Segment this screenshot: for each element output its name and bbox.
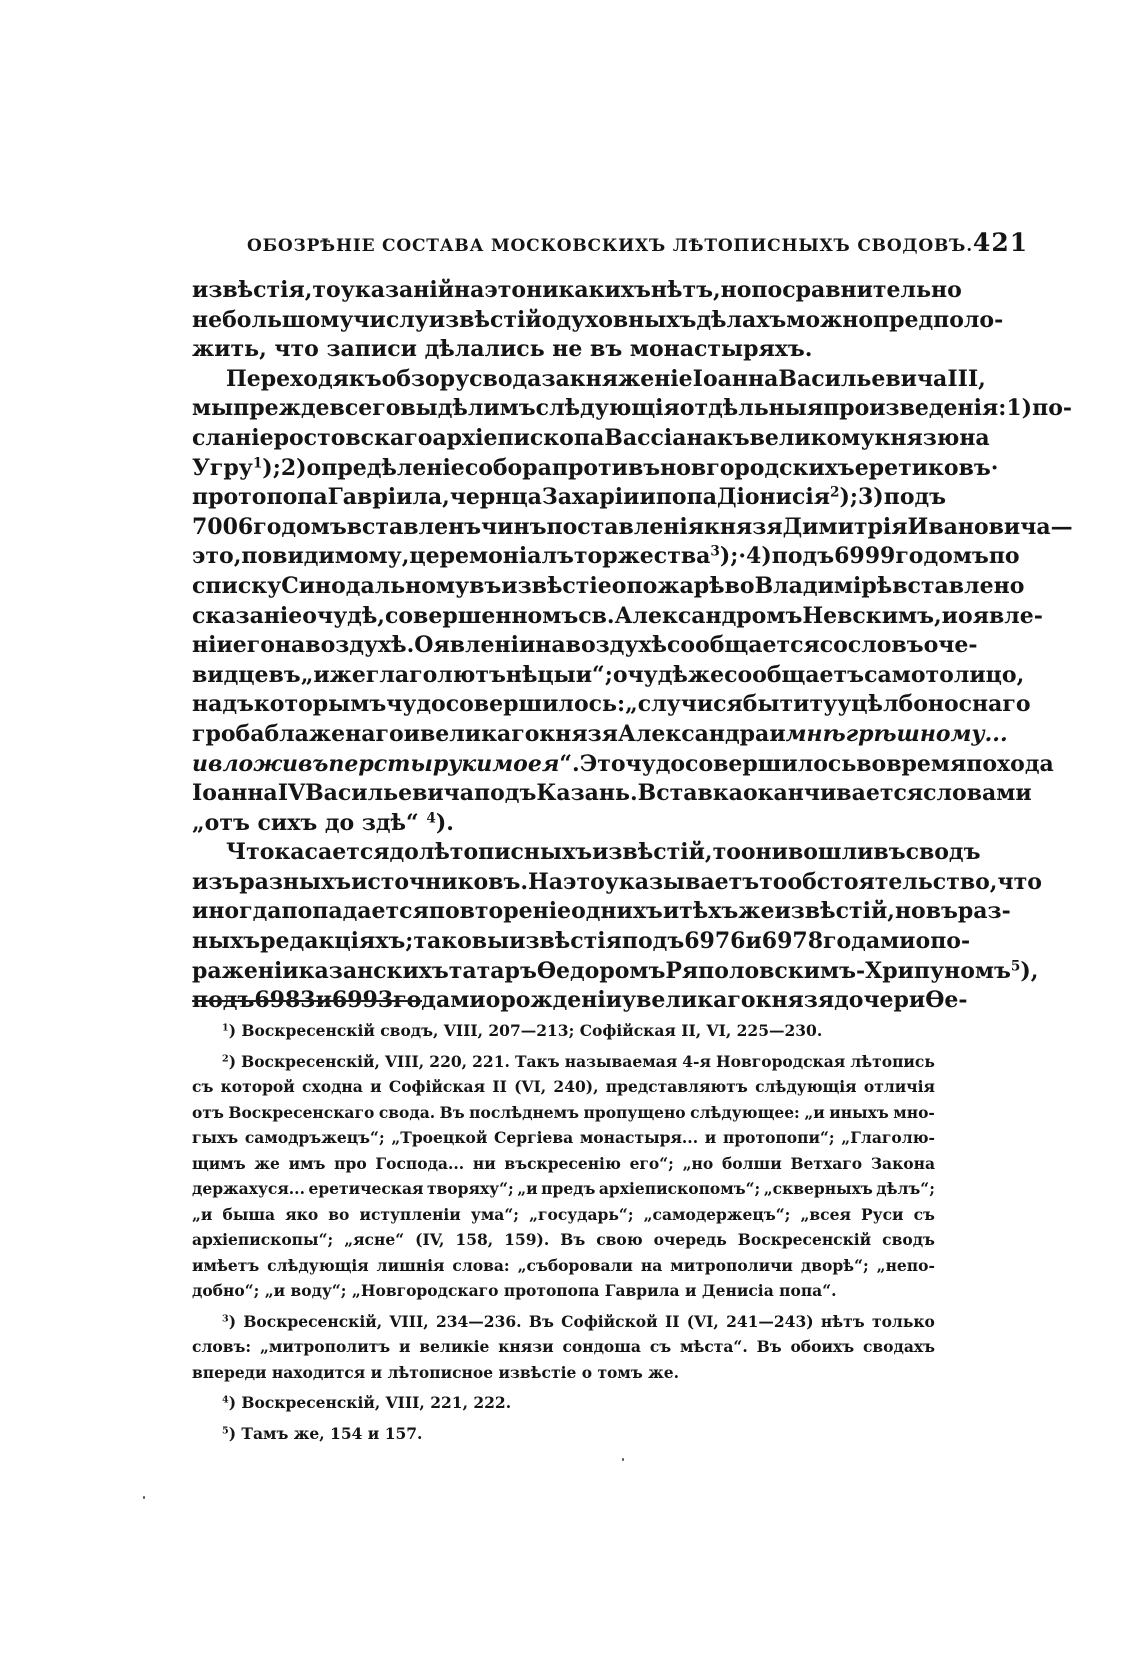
- text-line: 7006 годомъ вставленъ чинъ поставленія князя Димитрія Ивановича—: [192, 513, 1073, 540]
- footnotes: [192, 1018, 935, 1446]
- footnote-marker: 5: [222, 1425, 229, 1437]
- footnote-line: впереди находится и лѣтописное извѣстіе о томъ же.: [192, 1362, 680, 1382]
- scan-speck: [143, 1496, 145, 1499]
- text-line: жить, что записи дѣлались не въ монастыряхъ.: [192, 336, 813, 363]
- text-line: подъ 6983 и 6993 годами о рожденіи у великаго князя дочери Ѳе-: [192, 987, 968, 1014]
- text-line: извѣстія, то указаній на это никакихъ нѣтъ, но по сравнительно: [192, 277, 962, 303]
- text-line: ныхъ редакціяхъ; таковы извѣстія подъ 6976 и 6978 годами о по-: [192, 928, 971, 955]
- footnote-line: $^2$) Воскресенскій, VIII, 220, 221. Такъ называемая 4-я Новгородская лѣтопись: [222, 1051, 935, 1071]
- footnote-line: добно“; „и воду“; „Новгородскаго протопопа Гаврила и Денисіа попа“.: [192, 1281, 837, 1300]
- footnote-line: $^4$) Воскресенскій, VIII, 221, 222.: [222, 1393, 512, 1412]
- footnote-line: архіепископы“; „ясне“ (IV, 158, 159). Въ свою очередь Воскресенскій сводъ: [192, 1230, 935, 1249]
- text-line: и вложивъ персты руки моея“. Это чудо совершилось во время похода: [192, 750, 1054, 777]
- text-line: ніи его на воздухѣ. О явленіи на воздухѣ сообщается со словъ оче-: [192, 632, 978, 659]
- text-line: иногда попадается повтореніе однихъ и тѣхъ же извѣстій, но въ раз-: [192, 898, 1011, 925]
- footnote-line: словъ: „митрополитъ и великіе князи сондоша съ мѣста“. Въ обоихъ сводахъ: [192, 1337, 935, 1356]
- text-line: сланіе ростовскаго архіепископа Вассіана къ великому князю на: [192, 424, 990, 451]
- text-line: списку Синодальному въ извѣстіе о пожарѣ во Владимірѣ вставлено: [192, 572, 1025, 599]
- text-line: Іоанна IV Васильевича подъ Казань. Вставка оканчивается словами: [192, 780, 1032, 807]
- footnote-line: „и быша яко во иступленіи ума“; „государь“; „самодержецъ“; „всея Руси съ: [192, 1204, 935, 1224]
- text-line: мы прежде всего выдѣлимъ слѣдующія отдѣльныя произведенія: 1) по-: [192, 395, 1073, 422]
- text-line: гроба блаженаго и великаго князя Александра и мнѣ грѣшному...: [192, 720, 1008, 747]
- text-line: Что касается до лѣтописныхъ извѣстій, то они вошли въ сводъ: [226, 839, 981, 866]
- footnote-line: $^1$) Воскресенскій сводъ, VIII, 207—213; Софійская II, VI, 225—230.: [222, 1021, 823, 1040]
- footnote-line: щимъ же имъ про Господа... ни въскресенію его“; „но болши Ветхаго Закона: [192, 1153, 935, 1173]
- text-line: это, повидимому, церемоніалъ торжества $^3$);·4) подъ 6999 годомъ по: [192, 543, 1020, 570]
- text-line: Угру $^1$); 2) опредѣленіе собора противъ новгородскихъ еретиковъ·: [192, 454, 999, 481]
- text-line: „отъ сихъ до здѣ“ $^4$).: [192, 809, 454, 836]
- page-number: 421: [972, 228, 1029, 257]
- running-title: ОБОЗРѢНІЕ СОСТАВА МОСКОВСКИХЪ ЛѢТОПИСНЫХЪ СВОДОВЪ.: [247, 236, 973, 256]
- text-line: Переходя къ обзору свода за княженіе Іоанна Васильевича III,: [226, 365, 986, 392]
- footnote-line: имѣетъ слѣдующія лишнія слова: „съборовали на митрополичи дворѣ“; „непо-: [192, 1255, 935, 1275]
- footnote-separator: [192, 1000, 422, 1002]
- text-line: раженіи казанскихъ татаръ Ѳедоромъ Ряполовскимъ-Хрипуномъ $^5$),: [192, 957, 1039, 984]
- footnote-marker: 4: [222, 1394, 229, 1406]
- main-text: [192, 276, 1073, 1016]
- text-line: сказаніе о чудѣ, совершенномъ св. Александромъ Невскимъ, и о явле-: [192, 602, 1043, 629]
- footnote-line: гыхъ самодръжецъ“; „Троецкой Сергіева монастыря... и протопопи“; „Глаголю-: [192, 1128, 935, 1147]
- page-header: [247, 228, 1029, 257]
- footnote-line: $^5$) Тамъ же, 154 и 157.: [222, 1423, 423, 1443]
- footnote-ref: 4: [426, 810, 436, 827]
- footnote-line: $^3$) Воскресенскій, VIII, 234—236. Въ Софійской II (VI, 241—243) нѣтъ только: [222, 1311, 935, 1331]
- text-line: видцевъ „иже глаголютъ нѣцыи“; о чудѣ же сообщаетъ само то лицо,: [192, 661, 1025, 688]
- footnote-line: съ которой сходна и Софійская II (VI, 240), представляютъ слѣдующія отличія: [192, 1077, 935, 1096]
- text-line: небольшому числу извѣстій о духовныхъ дѣлахъ можно предполо-: [192, 306, 1004, 333]
- text-line: изъ разныхъ источниковъ. На это указываетъ то обстоятельство, что: [192, 868, 1042, 895]
- text-line: надъ которымъ чудо совершилось: „случися быти ту у цѣлбоноснаго: [192, 691, 1031, 718]
- text-line: протопопа Гавріила, чернца Захаріи и попа Діонисія $^2$); 3) подъ: [192, 484, 947, 511]
- scan-speck: [622, 1458, 624, 1461]
- footnote-line: отъ Воскресенскаго свода. Въ послѣднемъ пропущено слѣдующее: „и иныхъ мно-: [192, 1102, 935, 1122]
- footnote-line: держахуся... еретическая творяху“; „и предъ архіепископомъ“; „скверныхъ дѣлъ“;: [192, 1179, 935, 1198]
- footnote-marker: 1: [222, 1022, 229, 1034]
